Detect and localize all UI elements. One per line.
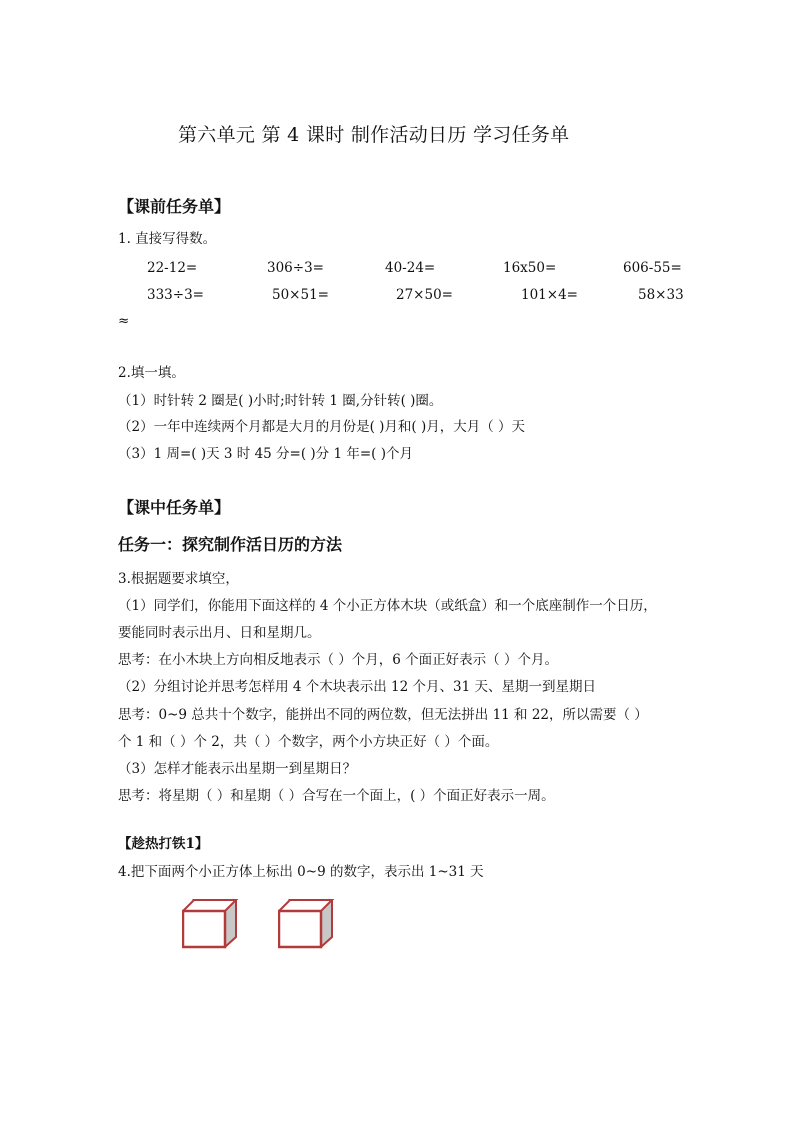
in-class-heading: 【课中任务单】 xyxy=(118,498,231,517)
approx-symbol: ≈ xyxy=(118,313,130,329)
expr: 333÷3= xyxy=(147,287,204,303)
expr: 27×50= xyxy=(396,287,453,303)
q3-line: （3）怎样才能表示出星期一到星期日？ xyxy=(118,761,357,777)
page-title: 第六单元 第 4 课时 制作活动日历 学习任务单 xyxy=(178,124,570,146)
practice-heading: 【趁热打铁1】 xyxy=(118,836,209,852)
cube-icon xyxy=(182,899,240,951)
expr: 606-55= xyxy=(623,260,682,276)
q3-line: 要能同时表示出月、日和星期几。 xyxy=(118,625,321,641)
q3-line: 个 1 和（ ）个 2，共（ ）个数字，两个小方块正好（ ）个面。 xyxy=(118,734,499,750)
q3-line: 思考：在小木块上方向相反地表示（ ）个月，6 个面正好表示（ ）个月。 xyxy=(118,652,558,668)
q3-line: 思考：0~9 总共十个数字，能拼出不同的两位数，但无法拼出 11 和 22，所以需要（ ） xyxy=(118,707,648,723)
expr: 16x50= xyxy=(503,260,557,276)
q3-line: （1）同学们，你能用下面这样的 4 个小正方体木块（或纸盒）和一个底座制作一个日历， xyxy=(118,598,657,614)
q2-item: （3）1 周=( )天 3 时 45 分=( )分 1 年=( )个月 xyxy=(118,446,413,462)
q1-label: 1. 直接写得数。 xyxy=(118,231,217,247)
q2-item: （1）时针转 2 圈是( )小时;时针转 1 圈,分针转( )圈。 xyxy=(118,393,443,409)
expr: 40-24= xyxy=(385,260,436,276)
expr: 22-12= xyxy=(147,260,198,276)
expr: 58×33 xyxy=(638,287,684,303)
cube-icon xyxy=(278,899,336,951)
expr: 101×4= xyxy=(521,287,578,303)
q3-label: 3.根据题要求填空， xyxy=(118,571,239,587)
q3-line: （2）分组讨论并思考怎样用 4 个木块表示出 12 个月、31 天、星期一到星期日 xyxy=(118,679,596,695)
expr: 306÷3= xyxy=(267,260,324,276)
expr: 50×51= xyxy=(272,287,329,303)
q4-label: 4.把下面两个小正方体上标出 0~9 的数字，表示出 1~31 天 xyxy=(118,864,484,880)
q2-item: （2）一年中连续两个月都是大月的月份是( )月和( )月，大月（ ）天 xyxy=(118,419,526,435)
q3-line: 思考：将星期（ ）和星期（ ）合写在一个面上，( ）个面正好表示一周。 xyxy=(118,788,555,804)
q2-label: 2.填一填。 xyxy=(118,365,185,381)
task1-heading: 任务一：探究制作活日历的方法 xyxy=(118,535,343,554)
pre-task-heading: 【课前任务单】 xyxy=(118,197,231,216)
